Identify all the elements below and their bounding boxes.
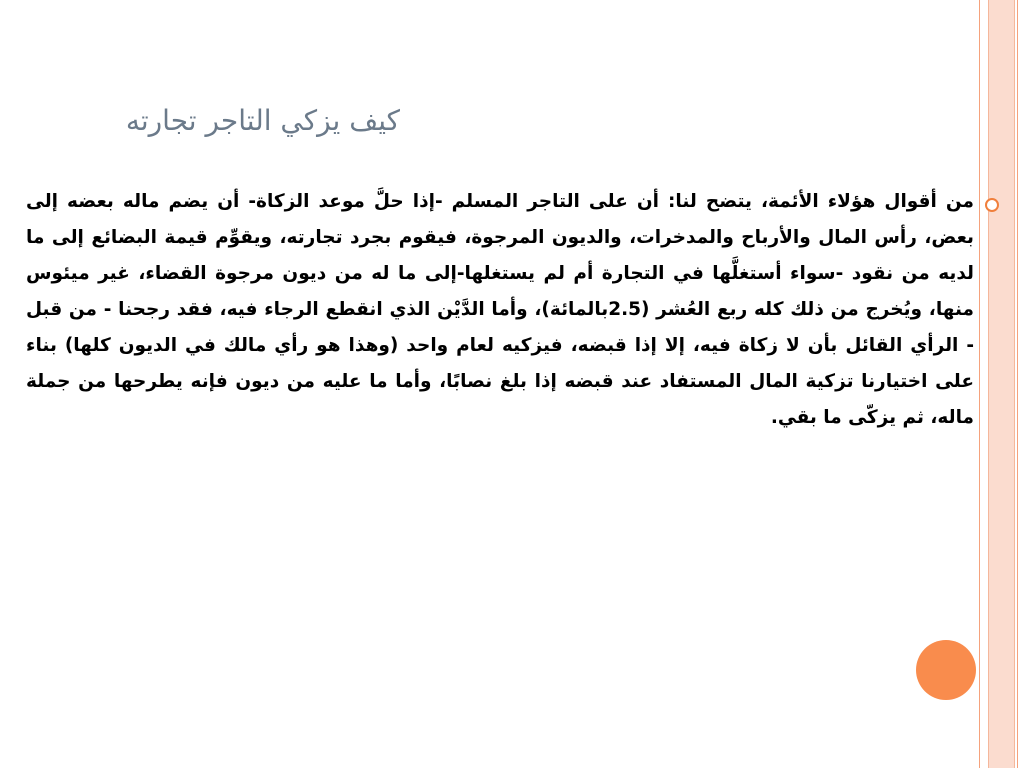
decorative-circle: [916, 640, 976, 700]
decorative-stripe: [988, 0, 1015, 768]
decorative-stripe-line: [1017, 0, 1018, 768]
decorative-stripe-line: [979, 0, 980, 768]
slide-body-text: من أقوال هؤلاء الأئمة، يتضح لنا: أن على التاجر المسلم -إذا حلَّ موعد الزكاة- أن يضم ماله بعضه إلى بعض، رأس المال والأرباح والمدخرات، والديون المرجوة، فيقوم بجرد تجارته، ويقوِّم قيمة البضائع إلى ما لديه من نقود -سواء أستغلَّها في التجارة أم لم يستغلها-إلى ما له من ديون مرجوة القضاء، غير ميئوس منها، ويُخرج من ذلك كله ربع العُشر (2.5بالمائة)، وأما الدَّيْن الذي انقطع الرجاء فيه، فقد رجحنا - من قبل - الرأي القائل بأن لا زكاة فيه، إلا إذا قبضه، فيزكيه لعام واحد (وهذا هو رأي مالك في الديون كلها) بناء على اختيارنا تزكية المال المستفاد عند قبضه إذا بلغ نصابًا، وأما ما عليه من ديون فإنه يطرحها من جملة ماله، ثم يزكّى ما بقي.: [26, 191, 974, 428]
slide-title: كيف يزكي التاجر تجارته: [125, 104, 400, 137]
bullet-icon: [985, 198, 999, 212]
